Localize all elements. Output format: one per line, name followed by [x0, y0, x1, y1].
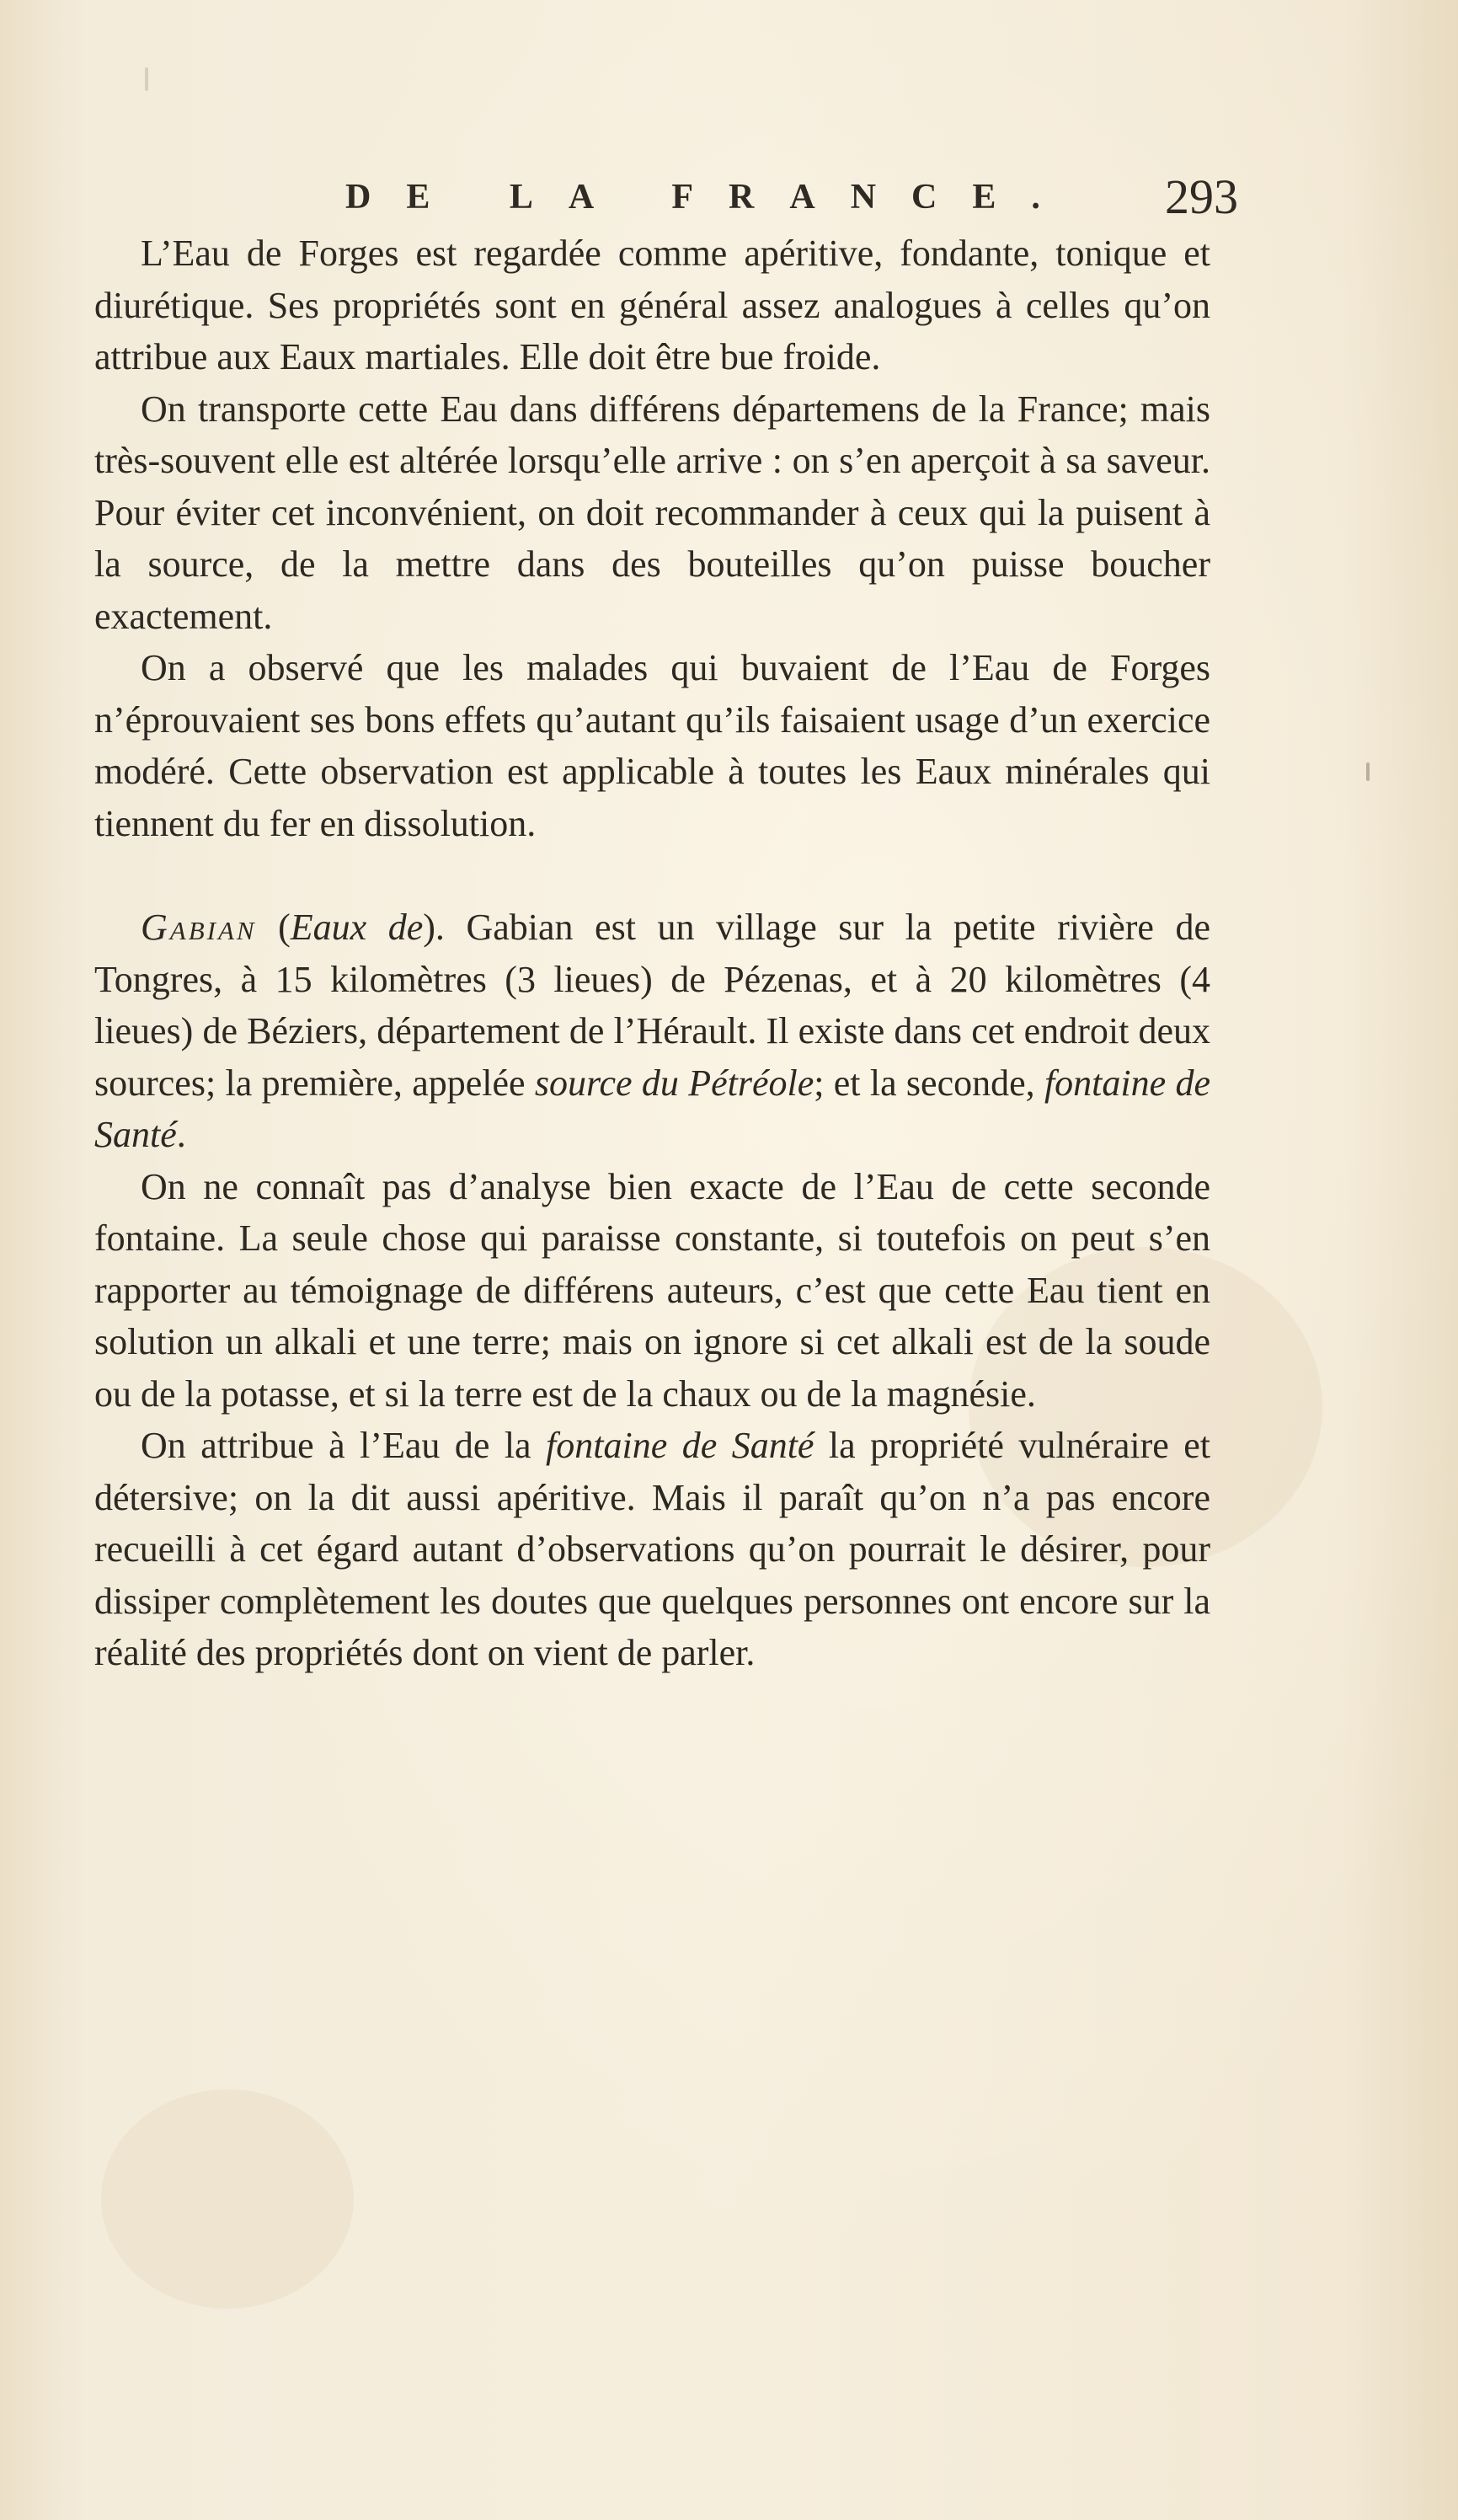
entry-italic: fontaine de Santé: [94, 1062, 1211, 1155]
entry-text: . Gabian est un village sur la petite rivière de Tongres, à 15 kilomètres (3 lieues) de Pézenas, et à 20 kilomètres (4 lieues) de Béziers, département de l’Hérault. Il existe dans cet endroit deux sources; la première, appelée: [94, 907, 1211, 1104]
paragraph: L’Eau de Forges est regardée comme apéritive, fondante, tonique et diurétique. Ses propriétés sont en général assez analogues à celles qu’on attribue aux Eaux martiales. Elle doit être bue froide.: [94, 233, 1210, 377]
paragraph: On a observé que les malades qui buvaient de l’Eau de Forges n’éprouvaient ses bons effets qu’autant qu’ils faisaient usage d’un exercice modéré. Cette observation est applicable à toutes les Eaux minérales qui tiennent du fer en dissolution.: [94, 647, 1210, 844]
entry-text: .: [176, 1114, 186, 1155]
body-text: [94, 227, 1210, 1679]
page-header: [345, 169, 1238, 236]
entry-paragraph: Gabian (Eaux de). Gabian est un village sur la petite rivière de Tongres, à 15 kilomètres (3 lieues) de Pézenas, et à 20 kilomètres (4 lieues) de Béziers, département de l’Hérault. Il existe dans cet endroit deux sources; la première, appelée source du Pétréole; et la seconde, fontaine de Santé.: [94, 907, 1211, 1155]
entry-italic: source du Pétréole: [534, 1062, 814, 1104]
running-title: DE LA FRANCE.: [345, 178, 1076, 217]
ink-mark: [145, 67, 148, 91]
paper-stain: [101, 2089, 354, 2309]
ink-mark: [1366, 762, 1370, 781]
paragraph-italic: fontaine de Santé: [546, 1425, 814, 1466]
entry-qualifier: Eaux de: [290, 907, 424, 948]
paragraph: [94, 1420, 1210, 1679]
paragraph-text: la propriété vulnéraire et détersive; on la dit aussi apéritive. Mais il paraît qu’on n’a pas encore recueilli à cet égard autant d’observations qu’on pourrait le désirer, pour dissiper complètement les doutes que quelques personnes ont encore sur la réalité des propriétés dont on vient de parler.: [94, 1425, 1210, 1673]
paragraph: On ne connaît pas d’analyse bien exacte de l’Eau de cette seconde fontaine. La seule chose qui paraisse constante, si toutefois on peut s’en rapporter au témoignage de différens auteurs, c’est que cette Eau tient en solution un alkali et une terre; mais on ignore si cet alkali est de la soude ou de la potasse, et si la terre est de la chaux ou de la magnésie.: [94, 1165, 1210, 1415]
page-number: 293: [1165, 169, 1238, 224]
paragraph-text: On attribue à l’Eau de la: [141, 1425, 547, 1466]
paragraph: On transporte cette Eau dans différens départemens de la France; mais très-souvent elle est altérée lorsqu’elle arrive : on s’en aperçoit à sa saveur. Pour éviter cet inconvénient, on doit recommander à ceux qui la puisent à la source, de la mettre dans des bouteilles qu’on puisse boucher exactement.: [94, 388, 1210, 637]
entry-name: Gabian: [141, 907, 257, 948]
entry-text: ; et la seconde,: [814, 1062, 1044, 1104]
